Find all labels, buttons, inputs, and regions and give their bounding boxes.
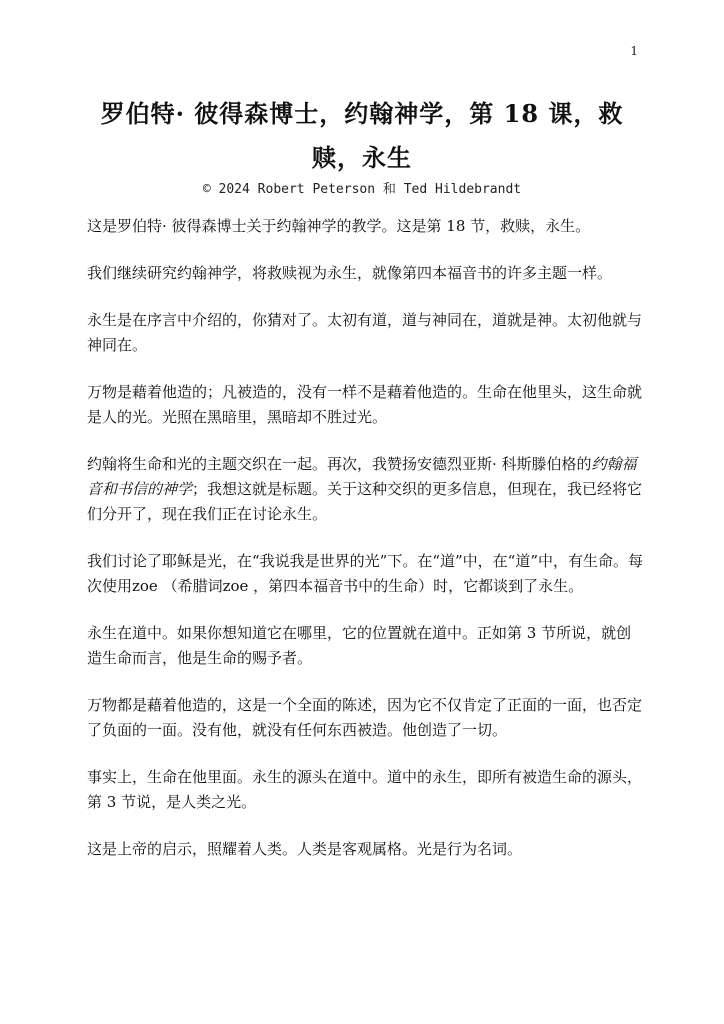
document-title: 罗伯特· 彼得森博士，约翰神学，第 18 课，救赎，永生: [100, 99, 624, 172]
paragraph: 这是上帝的启示，照耀着人类。人类是客观属格。光是行为名词。: [87, 840, 523, 858]
paragraph: 事实上，生命在他里面。永生的源头在道中。道中的永生，即所有被造生命的源头， 第 3 节说，是人类之光。: [87, 768, 643, 811]
paragraph: 我们继续研究约翰神学，将救赎视为永生，就像第四本福音书的许多主题一样。: [87, 264, 613, 282]
paragraph: 永生在道中。如果你想知道它在哪里，它的位置就在道中。正如第 3 节所说，就创造生命而言，他是生命的赐予者。: [87, 624, 632, 667]
copyright-line: © 2024 Robert Peterson 和 Ted Hildebrandt: [202, 182, 522, 197]
paragraph-text: 约翰将生命和光的主题交织在一起。再次，我赞扬安德烈亚斯· 科斯滕伯格的: [87, 455, 592, 473]
paragraph: 万物都是藉着他造的，这是一个全面的陈述，因为它不仅肯定了正面的一面，也否定了负面的一面。没有他，就没有任何东西被造。他创造了一切。: [87, 696, 643, 739]
book-title-italic: 约翰福音和书信的神学: [87, 455, 637, 498]
paragraph: 永生是在序言中介绍的，你猜对了。太初有道，道与神同在，道就是神。太初他就与神同在。: [87, 311, 643, 354]
document-body: [87, 214, 643, 884]
paragraph: 这是罗伯特· 彼得森博士关于约翰神学的教学。这是第 18 节，救赎，永生。: [87, 217, 591, 235]
page-number: 1: [630, 44, 638, 58]
paragraph: 我们讨论了耶稣是光，在“我说我是世界的光”下。在“道”中，在“道”中，有生命。每次使用zoe （希腊词zoe ，第四本福音书中的生命）时，它都谈到了永生。: [87, 552, 644, 595]
paragraph: 万物是藉着他造的；凡被造的，没有一样不是藉着他造的。生命在他里头，这生命就是人的光。光照在黑暗里，黑暗却不胜过光。: [87, 383, 643, 426]
paragraph: [87, 452, 643, 527]
paragraph-text: ；我想这就是标题。关于这种交织的更多信息，但现在，我已经将它们分开了，现在我们正在讨论永生。: [87, 480, 643, 523]
